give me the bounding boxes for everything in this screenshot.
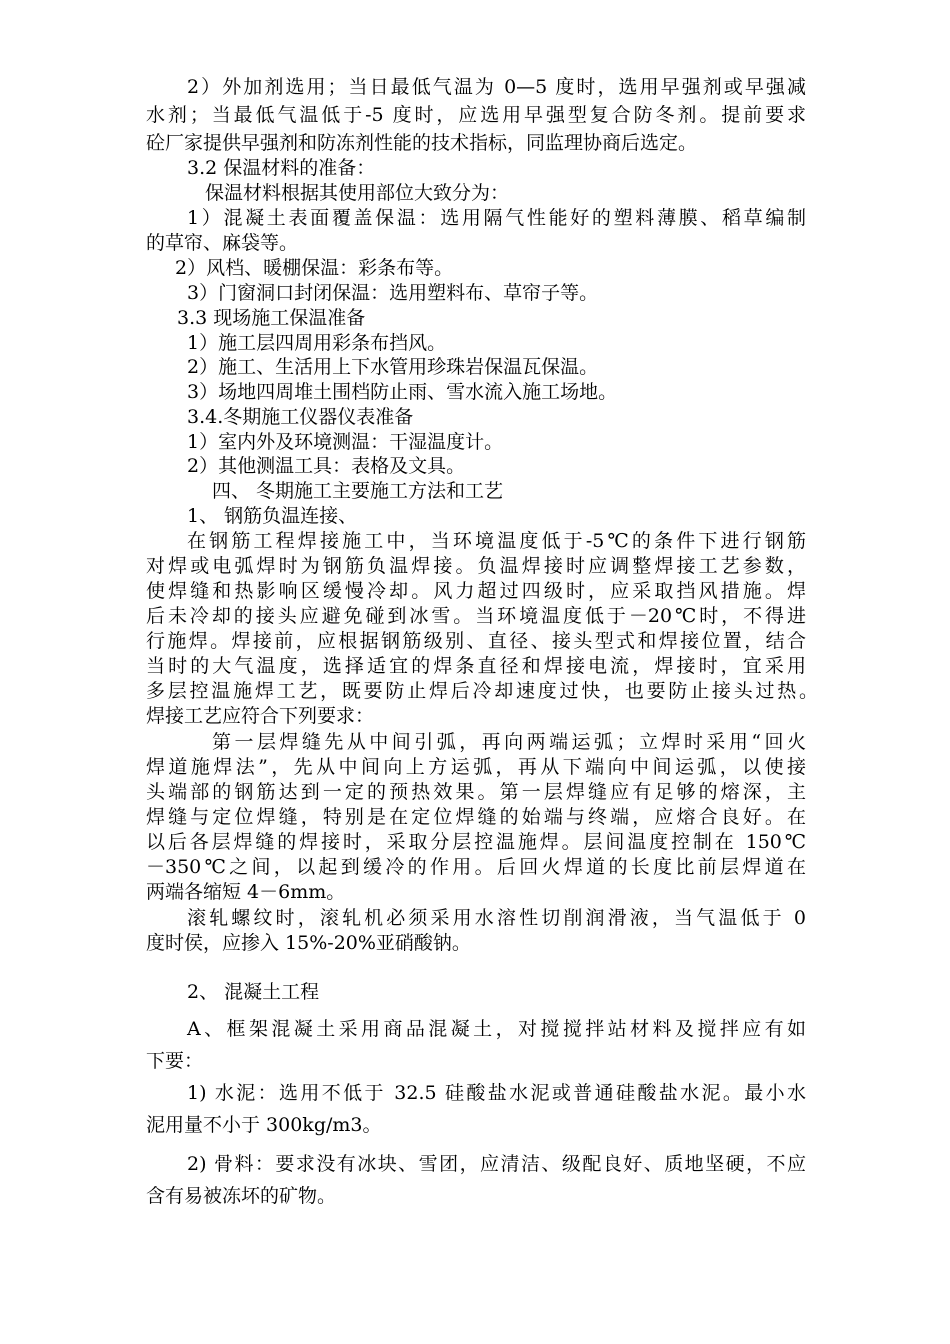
section-heading: 3.3 现场施工保温准备: [177, 307, 366, 329]
text-line: 2）施工、生活用上下水管用珍珠岩保温瓦保温。: [187, 356, 599, 378]
text-line: 含有易被冻坏的矿物。: [146, 1185, 337, 1207]
text-line: 第一层焊缝先从中间引弧，再向两端运弧；立焊时采用“回火: [212, 731, 806, 753]
text-line: 头端部的钢筋达到一定的预热效果。第一层焊缝应有足够的熔深，主: [146, 781, 806, 803]
text-line: 2）外加剂选用；当日最低气温为 0—5 度时，选用早强剂或早强减: [187, 76, 806, 98]
text-line: 对焊或电弧焊时为钢筋负温焊接。负温焊接时应调整焊接工艺参数，: [146, 555, 806, 577]
text-line: 2）风档、暖棚保温：彩条布等。: [175, 257, 454, 279]
text-line: 行施焊。焊接前，应根据钢筋级别、直径、接头型式和焊接位置，结合: [146, 630, 806, 652]
section-heading: 3.4.冬期施工仪器仪表准备: [187, 406, 414, 428]
text-line: 1）混凝土表面覆盖保温：选用隔气性能好的塑料薄膜、稻草编制: [187, 207, 806, 229]
text-line: 度时侯，应掺入 15%-20%亚硝酸钠。: [146, 932, 471, 954]
text-line: 1）施工层四周用彩条布挡风。: [187, 332, 447, 354]
text-line: 2) 骨料：要求没有冰块、雪团，应清洁、级配良好、质地坚硬，不应: [187, 1153, 806, 1175]
section-heading: 四、 冬期施工主要施工方法和工艺: [212, 480, 504, 502]
text-line: 滚轧螺纹时，滚轧机必须采用水溶性切削润滑液，当气温低于 0: [187, 907, 806, 929]
text-line: 后未冷却的接头应避免碰到冰雪。当环境温度低于－20℃时，不得进: [146, 605, 806, 627]
text-line: 以后各层焊缝的焊接时，采取分层控温施焊。层间温度控制在 150℃: [146, 831, 806, 853]
subsection-heading: 2、 混凝土工程: [187, 981, 320, 1003]
subsection-heading: 1、 钢筋负温连接、: [187, 505, 358, 527]
text-line: 下要：: [146, 1050, 204, 1072]
text-line: 泥用量不小于 300kg/m3。: [146, 1114, 382, 1136]
text-line: 在钢筋工程焊接施工中，当环境温度低于-5℃的条件下进行钢筋: [187, 530, 806, 552]
text-line: 两端各缩短 4－6mm。: [146, 881, 346, 903]
text-line: 多层控温施焊工艺，既要防止焊后冷却速度过快，也要防止接头过热。: [146, 680, 818, 702]
section-heading: 3.2 保温材料的准备：: [187, 157, 376, 179]
text-line: A、框架混凝土采用商品混凝土，对搅搅拌站材料及搅拌应有如: [187, 1018, 806, 1040]
text-line: 当时的大气温度，选择适宜的焊条直径和焊接电流，焊接时，宜采用: [146, 655, 806, 677]
text-line: 2）其他测温工具：表格及文具。: [187, 455, 466, 477]
text-line: 1）室内外及环境测温：干湿温度计。: [187, 431, 504, 453]
text-line: 的草帘、麻袋等。: [146, 232, 299, 254]
text-line: 焊接工艺应符合下列要求：: [146, 705, 375, 727]
text-line: 水剂；当最低气温低于-5 度时，应选用早强型复合防冬剂。提前要求: [146, 104, 806, 126]
text-line: 焊道施焊法”，先从中间向上方运弧，再从下端向中间运弧，以使接: [146, 756, 806, 778]
text-line: 使焊缝和热影响区缓慢冷却。风力超过四级时，应采取挡风措施。焊: [146, 580, 806, 602]
text-line: 3）门窗洞口封闭保温：选用塑料布、草帘子等。: [187, 282, 599, 304]
text-line: 砼厂家提供早强剂和防冻剂性能的技术指标，同监理协商后选定。: [146, 132, 698, 154]
text-line: 1) 水泥：选用不低于 32.5 硅酸盐水泥或普通硅酸盐水泥。最小水: [187, 1082, 806, 1104]
text-line: －350℃之间，以起到缓冷的作用。后回火焊道的长度比前层焊道在: [146, 856, 806, 878]
text-line: 3）场地四周堆土围档防止雨、雪水流入施工场地。: [187, 381, 618, 403]
text-line: 焊缝与定位焊缝，特别是在定位焊缝的始端与终端，应熔合良好。在: [146, 806, 806, 828]
text-line: 保温材料根据其使用部位大致分为：: [205, 182, 510, 204]
